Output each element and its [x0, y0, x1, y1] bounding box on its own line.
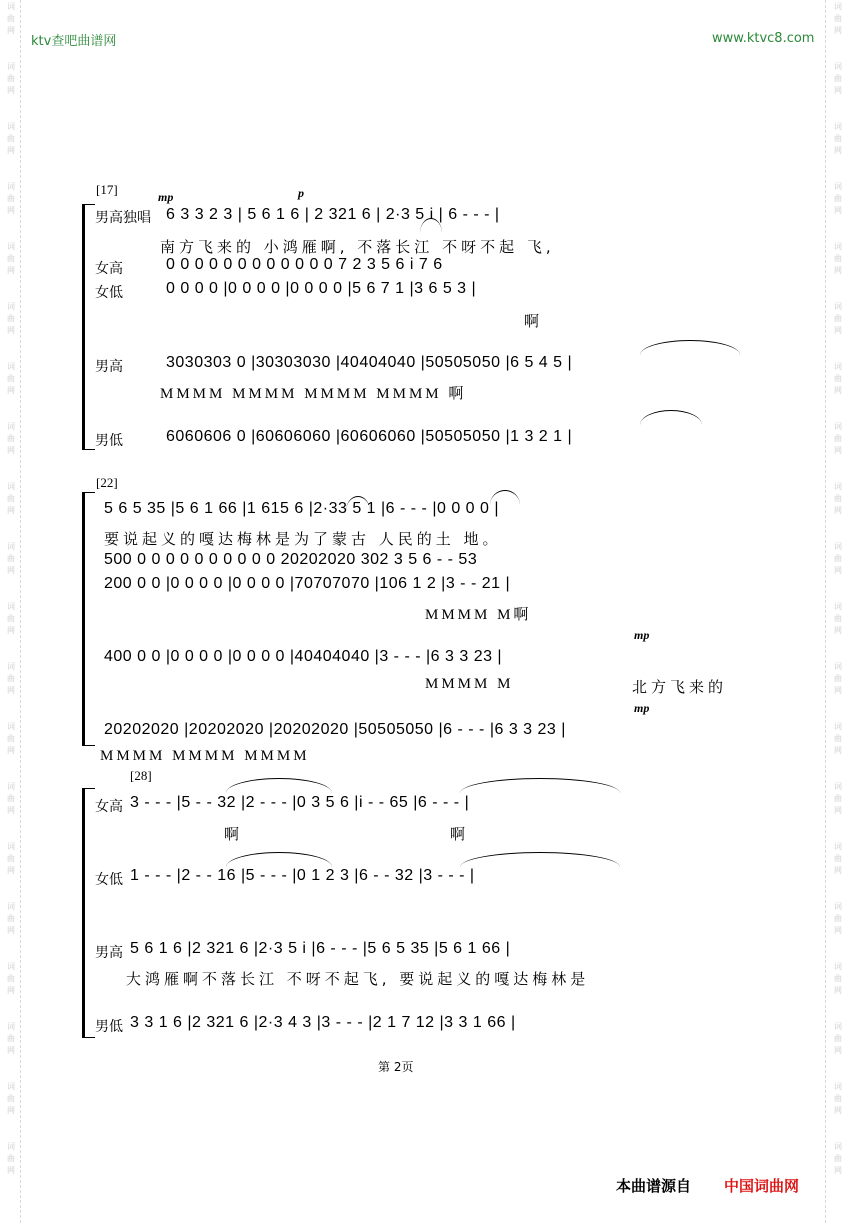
watermark-glyph: 词	[7, 1142, 15, 1151]
watermark-glyph: 词	[834, 962, 842, 971]
watermark-glyph: 词	[7, 602, 15, 611]
watermark-glyph: 网	[7, 866, 15, 875]
watermark-glyph: 网	[7, 266, 15, 275]
watermark-glyph: 网	[7, 26, 15, 35]
watermark-glyph: 词	[834, 482, 842, 491]
watermark-glyph: 曲	[7, 494, 15, 503]
watermark-glyph: 曲	[834, 674, 842, 683]
site-name-left: ktv查吧曲谱网	[31, 34, 117, 49]
watermark-glyph: 词	[834, 542, 842, 551]
slur	[640, 410, 702, 425]
watermark-glyph: 词	[834, 902, 842, 911]
watermark-glyph: 网	[834, 1046, 842, 1055]
notation-row: 3 - - - |5 - - 32 |2 - - - |0 3 5 6 |i - - 65 |6 - - - |	[130, 794, 470, 811]
watermark-glyph: 网	[7, 926, 15, 935]
watermark-glyph: 曲	[834, 14, 842, 23]
dynamic-mp: mp	[634, 628, 650, 642]
watermark-glyph: 曲	[7, 554, 15, 563]
watermark-glyph: 网	[7, 446, 15, 455]
watermark-glyph: 词	[834, 722, 842, 731]
watermark-glyph: 曲	[7, 74, 15, 83]
slur	[460, 778, 620, 793]
watermark-glyph: 词	[7, 422, 15, 431]
watermark-glyph: 网	[7, 1166, 15, 1175]
watermark-glyph: 网	[7, 566, 15, 575]
watermark-glyph: 曲	[834, 374, 842, 383]
site-url-right: www.ktvc8.com	[712, 31, 815, 46]
watermark-glyph: 词	[7, 782, 15, 791]
left-watermark-strip	[0, 0, 22, 1223]
rehearsal-mark-17: [17]	[96, 182, 118, 197]
watermark-glyph: 网	[834, 26, 842, 35]
watermark-glyph: 曲	[7, 974, 15, 983]
dynamic-mp: mp	[158, 190, 174, 204]
watermark-glyph: 词	[7, 2, 15, 11]
watermark-glyph: 曲	[7, 314, 15, 323]
watermark-glyph: 曲	[7, 1154, 15, 1163]
watermark-glyph: 网	[834, 266, 842, 275]
lyric-row: MMMM M啊	[425, 607, 532, 623]
watermark-glyph: 网	[834, 86, 842, 95]
watermark-glyph: 词	[7, 182, 15, 191]
lyric-row: MMMM MMMM MMMM	[100, 748, 310, 764]
notation-row: 3030303 0 |30303030 |40404040 |50505050 |6 5 4 5 |	[166, 354, 573, 371]
watermark-glyph: 词	[834, 1022, 842, 1031]
watermark-glyph: 曲	[7, 134, 15, 143]
watermark-glyph: 词	[7, 842, 15, 851]
notation-row: 3 3 1 6 |2 321 6 |2·3 4 3 |3 - - - |2 1 7 12 |3 3 1 66 |	[130, 1014, 516, 1031]
watermark-glyph: 词	[7, 302, 15, 311]
watermark-glyph: 曲	[7, 374, 15, 383]
watermark-glyph: 曲	[7, 1034, 15, 1043]
watermark-glyph: 词	[834, 182, 842, 191]
dynamic-p: p	[298, 186, 304, 200]
rehearsal-mark-28: [28]	[130, 768, 152, 783]
watermark-glyph: 网	[834, 806, 842, 815]
watermark-glyph: 网	[834, 386, 842, 395]
watermark-glyph: 词	[834, 362, 842, 371]
watermark-glyph: 网	[834, 686, 842, 695]
part-label: 女高	[95, 261, 123, 277]
watermark-glyph: 曲	[834, 314, 842, 323]
watermark-glyph: 曲	[834, 734, 842, 743]
watermark-glyph: 网	[7, 506, 15, 515]
system-brace-2	[82, 492, 95, 746]
watermark-glyph: 网	[834, 866, 842, 875]
watermark-glyph: 网	[834, 1106, 842, 1115]
watermark-glyph: 词	[834, 2, 842, 11]
watermark-glyph: 曲	[834, 614, 842, 623]
lyric-row: 大鸿雁啊不落长江 不呀不起飞, 要说起义的嘎达梅林是	[126, 970, 590, 988]
lyric-row: MMMM MMMM MMMM MMMM 啊	[160, 386, 467, 402]
watermark-glyph: 曲	[834, 434, 842, 443]
watermark-glyph: 曲	[834, 494, 842, 503]
watermark-glyph: 词	[834, 422, 842, 431]
rehearsal-mark-22: [22]	[96, 475, 118, 490]
page-number: 第 2页	[378, 1060, 414, 1074]
watermark-glyph: 曲	[834, 914, 842, 923]
watermark-glyph: 曲	[7, 794, 15, 803]
watermark-glyph: 曲	[7, 914, 15, 923]
system-brace-3	[82, 788, 95, 1038]
watermark-glyph: 网	[834, 626, 842, 635]
notation-row: 20202020 |20202020 |20202020 |50505050 |6 - - - |6 3 3 23 |	[104, 721, 566, 738]
watermark-glyph: 词	[7, 722, 15, 731]
lyric-row: MMMM M	[425, 676, 514, 692]
slur	[640, 340, 740, 355]
lyric-row: 要说起义的嘎达梅林是为了蒙古 人民的土 地。	[104, 530, 502, 548]
watermark-glyph: 曲	[7, 254, 15, 263]
notation-row: 6 3 3 2 3 | 5 6 1 6 | 2 321 6 | 2·3 5 i | 6 - - - |	[166, 206, 500, 223]
lyric-row: 南方飞来的 小鸿雁啊, 不落长江 不呀不起 飞,	[160, 238, 555, 256]
watermark-glyph: 曲	[834, 794, 842, 803]
watermark-glyph: 曲	[834, 134, 842, 143]
right-watermark-strip	[823, 0, 845, 1223]
watermark-glyph: 网	[7, 386, 15, 395]
slur	[226, 778, 332, 793]
watermark-glyph: 词	[834, 842, 842, 851]
watermark-glyph: 曲	[834, 1154, 842, 1163]
watermark-glyph: 网	[7, 686, 15, 695]
watermark-glyph: 网	[834, 746, 842, 755]
watermark-glyph: 曲	[7, 674, 15, 683]
watermark-glyph: 网	[834, 326, 842, 335]
watermark-glyph: 网	[834, 446, 842, 455]
notation-row: 500 0 0 0 0 0 0 0 0 0 0 20202020 302 3 5 6 - - 53	[104, 551, 478, 568]
watermark-glyph: 曲	[834, 1094, 842, 1103]
watermark-glyph: 词	[834, 662, 842, 671]
watermark-glyph: 词	[7, 902, 15, 911]
watermark-glyph: 网	[834, 206, 842, 215]
part-label: 男低	[95, 433, 123, 449]
watermark-glyph: 词	[7, 362, 15, 371]
part-label: 男高独唱	[95, 210, 151, 226]
system-brace-1	[82, 204, 95, 450]
notation-row: 6060606 0 |60606060 |60606060 |50505050 |1 3 2 1 |	[166, 428, 573, 445]
watermark-glyph: 曲	[7, 14, 15, 23]
watermark-glyph: 网	[834, 146, 842, 155]
watermark-glyph: 词	[834, 782, 842, 791]
watermark-glyph: 曲	[7, 434, 15, 443]
watermark-glyph: 网	[834, 986, 842, 995]
dynamic-mp: mp	[634, 701, 650, 715]
watermark-glyph: 词	[7, 1082, 15, 1091]
notation-row: 200 0 0 |0 0 0 0 |0 0 0 0 |70707070 |106 1 2 |3 - - 21 |	[104, 575, 511, 592]
watermark-glyph: 网	[7, 986, 15, 995]
slur	[226, 852, 332, 867]
watermark-glyph: 网	[834, 506, 842, 515]
watermark-glyph: 曲	[834, 74, 842, 83]
watermark-glyph: 网	[834, 926, 842, 935]
watermark-glyph: 词	[7, 482, 15, 491]
watermark-glyph: 网	[7, 1046, 15, 1055]
part-label: 女低	[95, 285, 123, 301]
watermark-glyph: 曲	[834, 194, 842, 203]
watermark-glyph: 曲	[834, 854, 842, 863]
slur	[346, 496, 370, 511]
watermark-glyph: 曲	[7, 614, 15, 623]
watermark-glyph: 曲	[834, 554, 842, 563]
watermark-glyph: 网	[7, 146, 15, 155]
slur	[460, 852, 620, 867]
watermark-glyph: 词	[834, 122, 842, 131]
part-label: 女高	[95, 799, 123, 815]
watermark-glyph: 词	[7, 122, 15, 131]
watermark-glyph: 词	[834, 242, 842, 251]
notation-row: 0 0 0 0 |0 0 0 0 |0 0 0 0 |5 6 7 1 |3 6 5 3 |	[166, 280, 477, 297]
notation-row: 5 6 1 6 |2 321 6 |2·3 5 i |6 - - - |5 6 5 35 |5 6 1 66 |	[130, 940, 511, 957]
watermark-glyph: 词	[7, 542, 15, 551]
watermark-glyph: 词	[7, 242, 15, 251]
watermark-glyph: 网	[834, 1166, 842, 1175]
watermark-glyph: 网	[7, 86, 15, 95]
lyric: 啊	[450, 825, 470, 843]
lyric-north: 北方飞来的	[632, 678, 728, 696]
notation-row: 5 6 5 35 |5 6 1 66 |1 615 6 |2·33 5 1 |6 - - - |0 0 0 0 |	[104, 500, 500, 517]
watermark-glyph: 曲	[834, 254, 842, 263]
watermark-glyph: 词	[7, 1022, 15, 1031]
notation-row: 400 0 0 |0 0 0 0 |0 0 0 0 |40404040 |3 - - - |6 3 3 23 |	[104, 648, 503, 665]
watermark-glyph: 曲	[834, 974, 842, 983]
watermark-glyph: 曲	[7, 194, 15, 203]
watermark-glyph: 曲	[7, 854, 15, 863]
lyric: 啊	[224, 825, 244, 843]
watermark-glyph: 网	[7, 326, 15, 335]
watermark-glyph: 词	[7, 62, 15, 71]
watermark-glyph: 曲	[834, 1034, 842, 1043]
notation-row: 0 0 0 0 0 0 0 0 0 0 0 0 7 2 3 5 6 i 7 6	[166, 256, 443, 273]
footer-site-name: 中国词曲网	[724, 1177, 800, 1195]
watermark-glyph: 网	[7, 746, 15, 755]
watermark-glyph: 词	[834, 1082, 842, 1091]
watermark-glyph: 网	[7, 206, 15, 215]
footer-source-label: 本曲谱源自	[616, 1177, 692, 1195]
part-label: 女低	[95, 872, 123, 888]
watermark-glyph: 网	[7, 626, 15, 635]
watermark-glyph: 词	[834, 1142, 842, 1151]
slur	[490, 490, 520, 505]
watermark-glyph: 曲	[7, 1094, 15, 1103]
notation-row: 1 - - - |2 - - 16 |5 - - - |0 1 2 3 |6 - - 32 |3 - - - |	[130, 867, 475, 884]
part-label: 男低	[95, 1019, 123, 1035]
watermark-glyph: 词	[834, 602, 842, 611]
watermark-glyph: 词	[834, 302, 842, 311]
watermark-glyph: 网	[7, 806, 15, 815]
lyric-row: 啊	[524, 312, 544, 330]
watermark-glyph: 词	[7, 662, 15, 671]
part-label: 男高	[95, 945, 123, 961]
watermark-glyph: 词	[7, 962, 15, 971]
watermark-glyph: 网	[834, 566, 842, 575]
part-label: 男高	[95, 359, 123, 375]
watermark-glyph: 词	[834, 62, 842, 71]
watermark-glyph: 曲	[7, 734, 15, 743]
watermark-glyph: 网	[7, 1106, 15, 1115]
